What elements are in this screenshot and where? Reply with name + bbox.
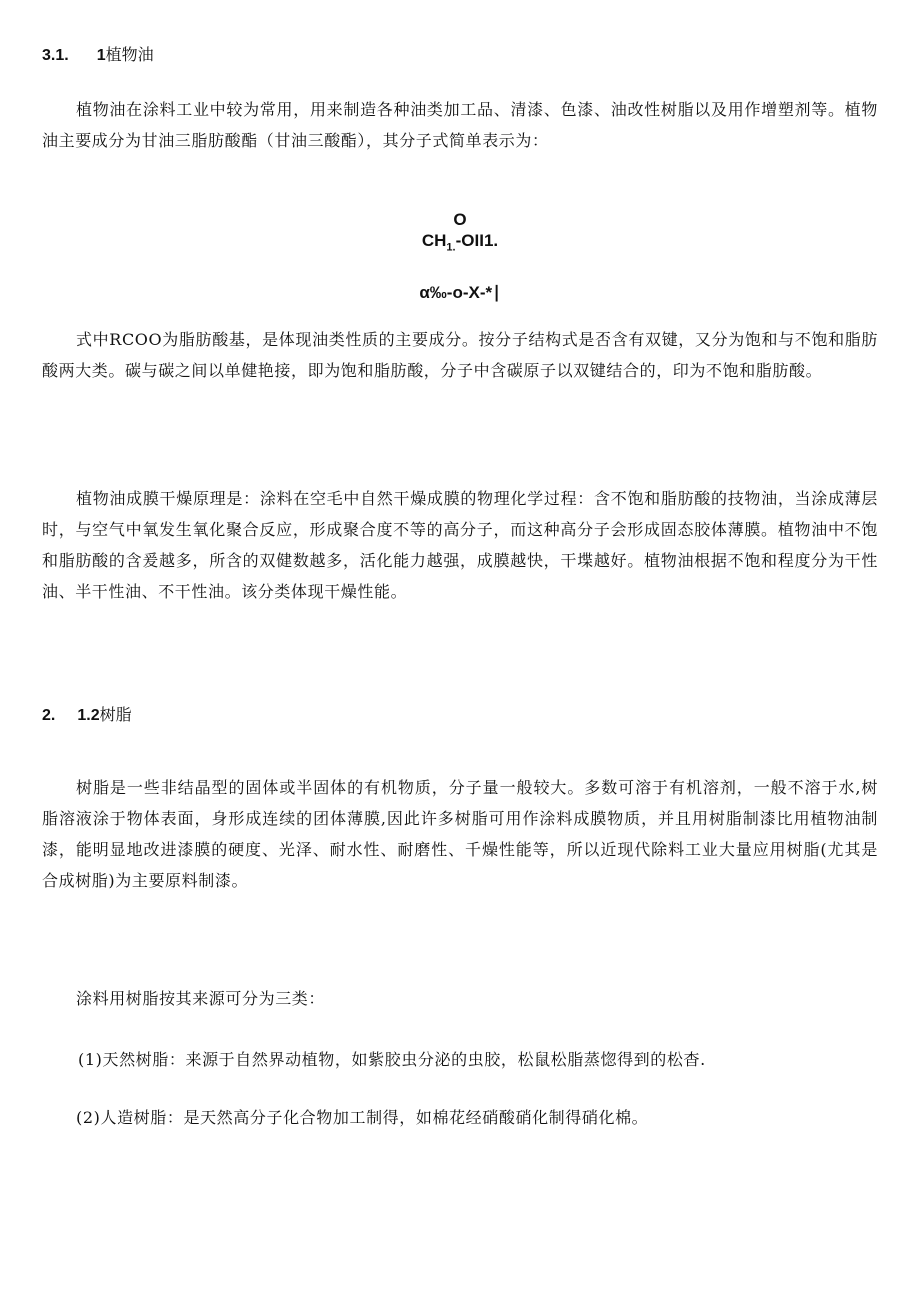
paragraph-rcoo: 式中RCOO为脂肪酸基，是体现油类性质的主要成分。按分子结构式是否含有双键，又分为饱和与不饱和脂肪酸两大类。碳与碳之间以单健艳接，即为饱和脂肪酸，分子中含碳原子以双键结合的，印为不饱和脂肪酸。 — [42, 330, 878, 380]
formula-line-1: O — [453, 210, 467, 229]
formula-subscript: 1. — [446, 241, 456, 254]
section-number: 2. — [42, 707, 56, 724]
list-item-artificial-resin: (2)人造树脂：是天然高分子化合物加工制得，如棉花经硝酸硝化制得硝化棉。 — [76, 1108, 649, 1127]
section-heading-1-2 — [42, 705, 132, 726]
paragraph-resin-intro: 树脂是一些非结晶型的固体或半固体的有机物质，分子量一般较大。多数可溶于有机溶剂，一般不溶于水,树脂溶液涂于物体表面，身形成连续的团体薄膜,因此许多树脂可用作涂料成膜物质，并且用树脂制漆比用植物油制漆，能明显地改进漆膜的硬度、光泽、耐水性、耐磨性、千燥性能等，所以近现代除料工业大量应用树脂(尤其是合成树脂)为主要原料制漆。 — [42, 778, 878, 890]
section-title: 树脂 — [99, 705, 132, 724]
paragraph-vegetable-oil-intro: 植物油在涂料工业中较为常用，用来制造各种油类加工品、清漆、色漆、油改性树脂以及用作增塑剂等。植物油主要成分为甘油三脂肪酸酯（甘油三酸酯），其分子式简单表示为： — [42, 100, 878, 150]
paragraph-resin-classes: 涂料用树脂按其来源可分为三类： — [76, 989, 326, 1008]
section-number: 3.1. — [42, 47, 69, 64]
section-title: 植物油 — [105, 45, 154, 64]
formula-line-3: α‰-o-X-*∣ — [419, 283, 501, 302]
list-item-natural-resin: (1)天然树脂：来源于自然界动植物，如紫胶虫分泌的虫胶，松鼠松脂蒸惚得到的松杳. — [78, 1050, 706, 1069]
formula-ch: CH — [421, 231, 447, 250]
formula-line-2 — [0, 230, 920, 258]
section-heading-3-1 — [42, 45, 154, 66]
section-subnumber: 1 — [96, 47, 106, 64]
formula-oii: -OII1. — [455, 231, 499, 250]
paragraph-drying-principle: 植物油成膜干燥原理是：涂料在空毛中自然干燥成膜的物理化学过程：含不饱和脂肪酸的技物油，当涂成薄层时，与空气中氧发生氧化聚合反应，形成聚合度不等的高分子，而这种高分子会形成固态胶体薄膜。植物油中不饱和脂肪酸的含爰越多，所含的双健数越多，活化能力越强，成膜越快，干堞越好。植物油根据不饱和程度分为干性油、半干性油、不干性油。该分类体现干燥性能。 — [42, 489, 878, 601]
section-subnumber: 1.2 — [77, 707, 100, 724]
